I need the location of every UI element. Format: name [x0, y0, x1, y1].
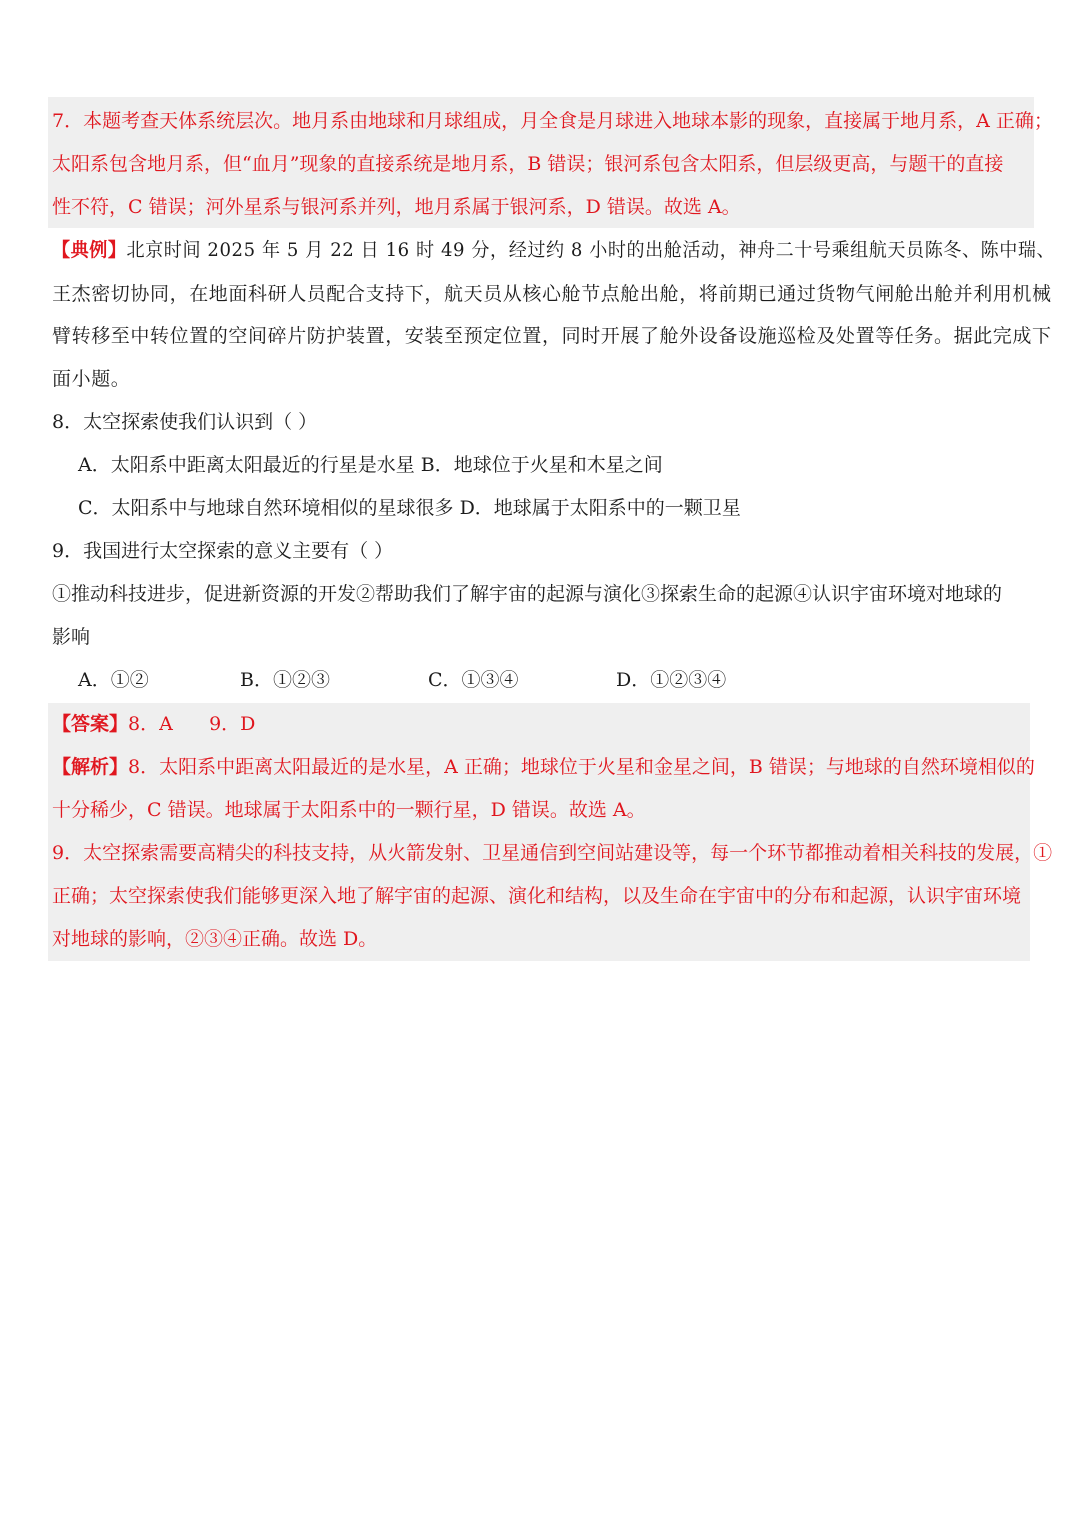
question-8-stem: 8．太空探索使我们认识到（ ） — [52, 411, 318, 433]
answer-shaded-block — [48, 703, 1030, 961]
answer-text: 8．A 9．D — [128, 713, 256, 735]
question-9-statements-line-1: ①推动科技进步，促进新资源的开发②帮助我们了解宇宙的起源与演化③探索生命的起源④认识宇宙环境对地球的 — [52, 583, 1003, 605]
example-line-2: 王杰密切协同，在地面科研人员配合支持下，航天员从核心舱节点舱出舱，将前期已通过货物气闸舱出舱并利用机械 — [52, 283, 1052, 305]
explanation-line-1 — [52, 755, 1035, 781]
explanation-line-3: 9．太空探索需要高精尖的科技支持，从火箭发射、卫星通信到空间站建设等，每一个环节都推动着相关科技的发展，① — [52, 842, 1053, 864]
example-tag: 【典例】 — [52, 239, 127, 261]
explanation-text-1: 8．太阳系中距离太阳最近的是水星，A 正确；地球位于火星和金星之间，B 错误；与地球的自然环境相似的 — [128, 756, 1035, 778]
explanation-line-5: 对地球的影响，②③④正确。故选 D。 — [52, 928, 378, 950]
question-9-stem: 9．我国进行太空探索的意义主要有（ ） — [52, 540, 394, 562]
question-9-option-b: B．①②③ — [240, 669, 330, 691]
example-line-4: 面小题。 — [52, 368, 131, 390]
explanation-tag: 【解析】 — [52, 756, 129, 778]
question-9-option-a: A．①② — [78, 669, 149, 691]
analysis-7-line-3: 性不符，C 错误；河外星系与银河系并列，地月系属于银河系，D 错误。故选 A。 — [52, 196, 741, 218]
analysis-7-line-2: 太阳系包含地月系，但“血月”现象的直接系统是地月系，B 错误；银河系包含太阳系，但层级更高，与题干的直接 — [52, 153, 1004, 175]
example-line-3: 臂转移至中转位置的空间碎片防护装置，安装至预定位置，同时开展了舱外设备设施巡检及处置等任务。据此完成下 — [52, 325, 1052, 347]
answer-tag: 【答案】 — [52, 713, 129, 735]
question-8-options-ab: A．太阳系中距离太阳最近的行星是水星 B．地球位于火星和木星之间 — [78, 454, 663, 476]
question-9-option-c: C．①③④ — [428, 669, 519, 691]
question-8-options-cd: C．太阳系中与地球自然环境相似的星球很多 D．地球属于太阳系中的一颗卫星 — [78, 497, 741, 519]
question-9-statements-line-2: 影响 — [52, 626, 91, 648]
answer-line — [52, 712, 255, 738]
explanation-line-4: 正确；太空探索使我们能够更深入地了解宇宙的起源、演化和结构，以及生命在宇宙中的分布和起源，认识宇宙环境 — [52, 885, 1022, 907]
analysis-7-line-1: 7．本题考查天体系统层次。地月系由地球和月球组成，月全食是月球进入地球本影的现象，直接属于地月系，A 正确； — [52, 110, 1053, 132]
example-line-1 — [52, 238, 1055, 264]
example-text-1: 北京时间 2025 年 5 月 22 日 16 时 49 分，经过约 8 小时的出舱活动，神舟二十号乘组航天员陈冬、陈中瑞、 — [126, 239, 1056, 261]
explanation-line-2: 十分稀少，C 错误。地球属于太阳系中的一颗行星，D 错误。故选 A。 — [52, 799, 646, 821]
question-9-option-d: D．①②③④ — [616, 669, 727, 691]
